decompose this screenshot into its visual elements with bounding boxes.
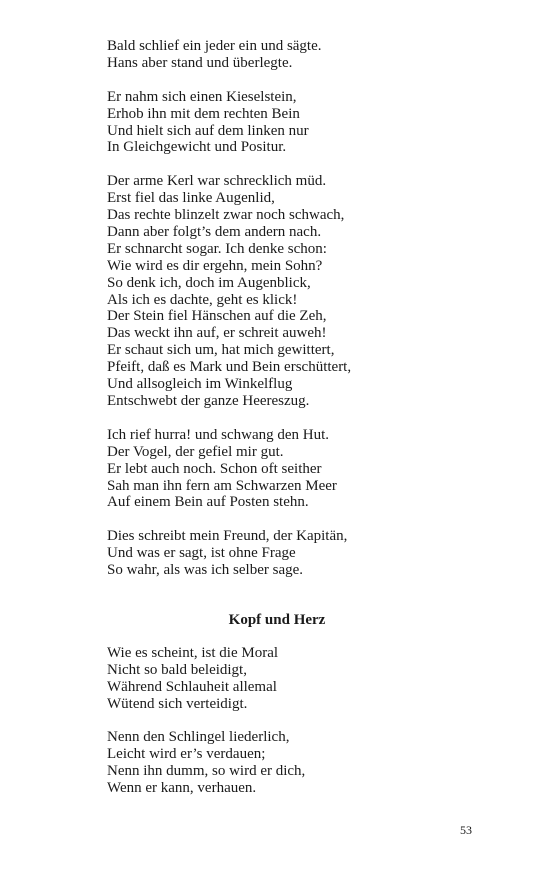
verse-line: So wahr, als was ich selber sage. bbox=[107, 562, 304, 579]
page-number: 53 bbox=[460, 823, 472, 837]
verse-line: Dies schreibt mein Freund, der Kapitän, bbox=[107, 528, 348, 545]
verse-line: Dann aber folgt’s dem andern nach. bbox=[107, 223, 322, 240]
verse-line: Er nahm sich einen Kieselstein, bbox=[107, 88, 297, 105]
poem2-stanza-1 bbox=[107, 645, 447, 713]
poem1-stanza-4 bbox=[107, 427, 447, 512]
verse-line: So denk ich, doch im Augenblick, bbox=[107, 274, 311, 291]
poem1-stanza-3 bbox=[107, 173, 447, 410]
poem1-stanza-1 bbox=[107, 38, 447, 72]
verse-line: Nenn ihn dumm, so wird er dich, bbox=[107, 763, 306, 780]
verse-line: Ich rief hurra! und schwang den Hut. bbox=[107, 426, 330, 443]
verse-line: Und was er sagt, ist ohne Frage bbox=[107, 545, 296, 562]
verse-line: Auf einem Bein auf Posten stehn. bbox=[107, 494, 309, 511]
verse-line: Erhob ihn mit dem rechten Bein bbox=[107, 105, 300, 122]
verse-line: Wie wird es dir ergehn, mein Sohn? bbox=[107, 257, 323, 274]
verse-line: Während Schlauheit allemal bbox=[107, 678, 277, 695]
verse-line: Wenn er kann, verhauen. bbox=[107, 780, 257, 797]
verse-line: Sah man ihn fern am Schwarzen Meer bbox=[107, 477, 337, 494]
verse-line: Bald schlief ein jeder ein und sägte. bbox=[107, 38, 322, 54]
verse-line: Pfeift, daß es Mark und Bein erschüttert, bbox=[107, 359, 352, 376]
verse-line: Hans aber stand und überlegte. bbox=[107, 54, 293, 71]
verse-line: Wütend sich verteidigt. bbox=[107, 695, 248, 712]
verse-line: Er schnarcht sogar. Ich denke schon: bbox=[107, 240, 327, 257]
verse-line: Er lebt auch noch. Schon oft seither bbox=[107, 460, 322, 477]
verse-line: Leicht wird er’s verdauen; bbox=[107, 746, 266, 763]
verse-line: Als ich es dachte, geht es klick! bbox=[107, 291, 298, 308]
verse-line: Und hielt sich auf dem linken nur bbox=[107, 122, 309, 139]
text-block bbox=[107, 38, 447, 814]
verse-line: Und allsogleich im Winkelflug bbox=[107, 376, 293, 393]
verse-line: Nicht so bald beleidigt, bbox=[107, 661, 247, 678]
poem-title: Kopf und Herz bbox=[228, 611, 326, 628]
verse-line: Das weckt ihn auf, er schreit auweh! bbox=[107, 325, 327, 342]
verse-line: Der arme Kerl war schrecklich müd. bbox=[107, 173, 327, 190]
verse-line: In Gleichgewicht und Positur. bbox=[107, 139, 287, 156]
verse-line: Erst fiel das linke Augenlid, bbox=[107, 190, 275, 207]
verse-line: Entschwebt der ganze Heereszug. bbox=[107, 393, 310, 409]
verse-line: Wie es scheint, ist die Moral bbox=[107, 644, 279, 661]
verse-line: Der Vogel, der gefiel mir gut. bbox=[107, 443, 284, 460]
verse-line: Nenn den Schlingel liederlich, bbox=[107, 729, 290, 746]
poem2-stanza-2 bbox=[107, 729, 447, 797]
verse-line: Er schaut sich um, hat mich gewittert, bbox=[107, 342, 335, 359]
verse-line: Der Stein fiel Hänschen auf die Zeh, bbox=[107, 308, 327, 325]
poem1-stanza-5 bbox=[107, 528, 447, 579]
verse-line: Das rechte blinzelt zwar noch schwach, bbox=[107, 207, 345, 224]
poem1-stanza-2 bbox=[107, 89, 447, 157]
